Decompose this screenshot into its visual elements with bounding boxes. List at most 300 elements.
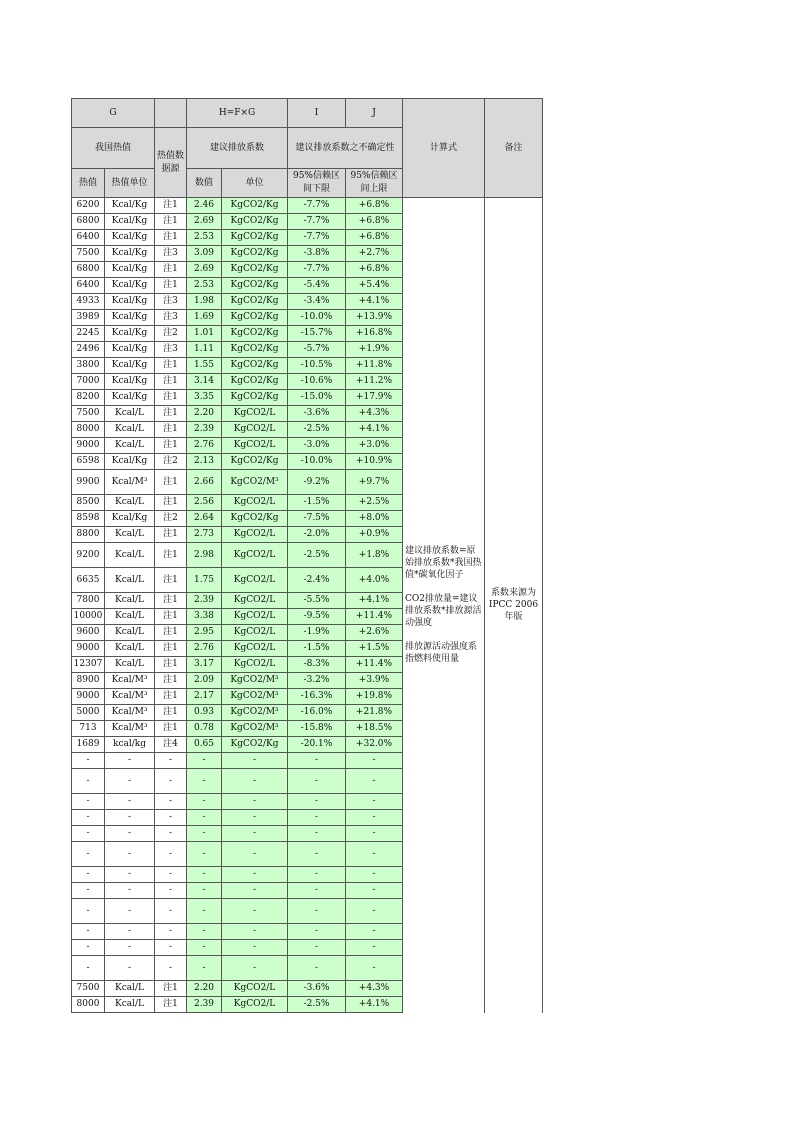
heat-unit-cell: Kcal/L	[105, 527, 155, 543]
heat-value-cell: 8200	[72, 390, 105, 406]
lower-bound-cell: -	[288, 769, 346, 794]
lower-bound-cell: -	[288, 753, 346, 769]
heat-value-cell: 8800	[72, 527, 105, 543]
factor-value-cell: 2.20	[187, 981, 222, 997]
factor-unit-cell: KgCO2/M³	[222, 689, 288, 705]
heat-source-cell: 注3	[155, 246, 187, 262]
factor-unit-cell: -	[222, 842, 288, 867]
heat-unit-cell: Kcal/Kg	[105, 230, 155, 246]
factor-value-cell: -	[187, 794, 222, 810]
heat-unit-cell: Kcal/L	[105, 657, 155, 673]
heat-source-cell: 注2	[155, 326, 187, 342]
heat-value-cell: 8598	[72, 511, 105, 527]
factor-value-cell: 2.76	[187, 641, 222, 657]
factor-value-cell: 3.17	[187, 657, 222, 673]
heat-value-cell: -	[72, 753, 105, 769]
heat-source-cell: 注1	[155, 422, 187, 438]
table-header	[72, 99, 543, 198]
heat-value-cell: -	[72, 899, 105, 924]
factor-value-cell: 2.76	[187, 438, 222, 454]
upper-bound-cell: +4.3%	[346, 406, 403, 422]
factor-value-cell: 1.11	[187, 342, 222, 358]
heat-source-cell: 注1	[155, 657, 187, 673]
heat-unit-cell: Kcal/Kg	[105, 390, 155, 406]
factor-unit-cell: KgCO2/L	[222, 406, 288, 422]
factor-value-cell: -	[187, 769, 222, 794]
factor-unit-cell: -	[222, 940, 288, 956]
factor-unit-cell: KgCO2/L	[222, 641, 288, 657]
lower-bound-cell: -	[288, 899, 346, 924]
heat-value-cell: -	[72, 826, 105, 842]
factor-value-cell: 2.46	[187, 198, 222, 214]
heat-source-cell: 注1	[155, 262, 187, 278]
lower-bound-cell: -15.8%	[288, 721, 346, 737]
factor-unit-cell: -	[222, 810, 288, 826]
heat-unit-cell: Kcal/L	[105, 543, 155, 568]
lower-bound-cell: -	[288, 842, 346, 867]
factor-value-cell: 2.73	[187, 527, 222, 543]
heat-source-cell: 注1	[155, 568, 187, 593]
lower-bound-cell: -5.7%	[288, 342, 346, 358]
heat-value-cell: 6800	[72, 214, 105, 230]
upper-bound-cell: +18.5%	[346, 721, 403, 737]
lower-bound-cell: -	[288, 956, 346, 981]
col-letter-h: H=F×G	[187, 99, 288, 128]
factor-unit-cell: KgCO2/M³	[222, 470, 288, 495]
factor-unit-cell: KgCO2/L	[222, 438, 288, 454]
formula-line: 排放源活动强度系指燃料使用量	[405, 642, 478, 665]
heat-source-cell: -	[155, 883, 187, 899]
heat-value-cell: 9000	[72, 689, 105, 705]
upper-bound-cell: +2.7%	[346, 246, 403, 262]
lower-bound-cell: -7.7%	[288, 262, 346, 278]
heat-value-cell: 8500	[72, 495, 105, 511]
heat-unit-cell: Kcal/L	[105, 641, 155, 657]
lower-bound-cell: -9.5%	[288, 609, 346, 625]
col-letter-g: G	[72, 99, 155, 128]
lower-bound-cell: -	[288, 810, 346, 826]
factor-unit-cell: KgCO2/L	[222, 609, 288, 625]
factor-value-cell: 2.95	[187, 625, 222, 641]
factor-unit-cell: KgCO2/Kg	[222, 214, 288, 230]
heat-source-cell: 注1	[155, 495, 187, 511]
heat-value-cell: 9600	[72, 625, 105, 641]
heat-value-cell: 9200	[72, 543, 105, 568]
heat-unit-cell: -	[105, 794, 155, 810]
heat-unit-cell: Kcal/L	[105, 406, 155, 422]
heat-source-cell: 注1	[155, 981, 187, 997]
heat-source-cell: 注1	[155, 543, 187, 568]
upper-bound-cell: +8.0%	[346, 511, 403, 527]
factor-value-cell: -	[187, 924, 222, 940]
heat-unit-cell: -	[105, 899, 155, 924]
upper-bound-cell: +2.5%	[346, 495, 403, 511]
lower-bound-cell: -	[288, 826, 346, 842]
heat-source-cell: 注1	[155, 230, 187, 246]
upper-bound-cell: +0.9%	[346, 527, 403, 543]
heat-source-cell: 注2	[155, 511, 187, 527]
lower-bound-cell: -	[288, 940, 346, 956]
heat-source-cell: -	[155, 810, 187, 826]
heat-value-cell: 3800	[72, 358, 105, 374]
factor-unit-cell: KgCO2/Kg	[222, 262, 288, 278]
upper-bound-cell: +10.9%	[346, 454, 403, 470]
formula-line: 建议排放系数=原始排放系数*我国热值*碳氧化因子	[405, 546, 482, 581]
upper-bound-cell: +4.1%	[346, 593, 403, 609]
header-lower: 95%信赖区间下限	[288, 169, 346, 198]
factor-value-cell: 2.09	[187, 673, 222, 689]
heat-unit-cell: Kcal/L	[105, 568, 155, 593]
emission-factor-table	[71, 98, 543, 1013]
upper-bound-cell: +32.0%	[346, 737, 403, 753]
heat-unit-cell: Kcal/M³	[105, 705, 155, 721]
factor-value-cell: -	[187, 883, 222, 899]
factor-value-cell: 2.39	[187, 593, 222, 609]
factor-value-cell: 2.53	[187, 230, 222, 246]
heat-source-cell: -	[155, 940, 187, 956]
table-body	[72, 198, 543, 1013]
heat-value-cell: 8000	[72, 997, 105, 1013]
factor-unit-cell: KgCO2/Kg	[222, 310, 288, 326]
upper-bound-cell: +19.8%	[346, 689, 403, 705]
heat-source-cell: 注1	[155, 609, 187, 625]
heat-unit-cell: -	[105, 842, 155, 867]
heat-source-cell: 注4	[155, 737, 187, 753]
heat-source-cell: -	[155, 899, 187, 924]
upper-bound-cell: +11.8%	[346, 358, 403, 374]
table-row	[72, 198, 543, 214]
heat-unit-cell: Kcal/L	[105, 609, 155, 625]
factor-unit-cell: -	[222, 899, 288, 924]
heat-value-cell: 713	[72, 721, 105, 737]
lower-bound-cell: -1.5%	[288, 495, 346, 511]
heat-value-cell: -	[72, 956, 105, 981]
lower-bound-cell: -15.7%	[288, 326, 346, 342]
upper-bound-cell: -	[346, 826, 403, 842]
lower-bound-cell: -3.6%	[288, 406, 346, 422]
heat-value-cell: 6400	[72, 278, 105, 294]
heat-value-cell: 7000	[72, 374, 105, 390]
heat-value-cell: 10000	[72, 609, 105, 625]
heat-value-cell: -	[72, 883, 105, 899]
heat-value-cell: 6635	[72, 568, 105, 593]
heat-unit-cell: Kcal/L	[105, 981, 155, 997]
lower-bound-cell: -10.0%	[288, 310, 346, 326]
heat-unit-cell: -	[105, 940, 155, 956]
heat-value-cell: -	[72, 794, 105, 810]
heat-source-cell: 注1	[155, 527, 187, 543]
heat-unit-cell: -	[105, 867, 155, 883]
factor-unit-cell: KgCO2/L	[222, 997, 288, 1013]
factor-unit-cell: KgCO2/M³	[222, 721, 288, 737]
upper-bound-cell: +4.3%	[346, 981, 403, 997]
factor-value-cell: 2.64	[187, 511, 222, 527]
upper-bound-cell: +13.9%	[346, 310, 403, 326]
heat-source-cell: -	[155, 924, 187, 940]
factor-unit-cell: -	[222, 826, 288, 842]
factor-unit-cell: KgCO2/Kg	[222, 390, 288, 406]
heat-source-cell: 注1	[155, 406, 187, 422]
factor-value-cell: 2.69	[187, 214, 222, 230]
factor-unit-cell: KgCO2/Kg	[222, 342, 288, 358]
heat-unit-cell: Kcal/Kg	[105, 214, 155, 230]
upper-bound-cell: +6.8%	[346, 214, 403, 230]
factor-unit-cell: -	[222, 769, 288, 794]
factor-value-cell: 1.69	[187, 310, 222, 326]
upper-bound-cell: -	[346, 924, 403, 940]
heat-value-cell: 2245	[72, 326, 105, 342]
header-heat-source: 热值数据源	[155, 128, 187, 198]
heat-value-cell: 2496	[72, 342, 105, 358]
factor-unit-cell: -	[222, 794, 288, 810]
heat-unit-cell: -	[105, 753, 155, 769]
upper-bound-cell: +11.2%	[346, 374, 403, 390]
heat-value-cell: 7500	[72, 246, 105, 262]
heat-value-cell: -	[72, 842, 105, 867]
lower-bound-cell: -9.2%	[288, 470, 346, 495]
lower-bound-cell: -15.0%	[288, 390, 346, 406]
header-formula: 计算式	[403, 99, 485, 198]
lower-bound-cell: -3.2%	[288, 673, 346, 689]
heat-unit-cell: -	[105, 924, 155, 940]
factor-value-cell: -	[187, 753, 222, 769]
factor-value-cell: -	[187, 842, 222, 867]
factor-unit-cell: KgCO2/L	[222, 495, 288, 511]
heat-source-cell: 注1	[155, 997, 187, 1013]
upper-bound-cell: +2.6%	[346, 625, 403, 641]
factor-unit-cell: KgCO2/Kg	[222, 511, 288, 527]
upper-bound-cell: -	[346, 956, 403, 981]
factor-unit-cell: KgCO2/M³	[222, 673, 288, 689]
heat-unit-cell: Kcal/Kg	[105, 358, 155, 374]
heat-unit-cell: Kcal/L	[105, 625, 155, 641]
upper-bound-cell: +3.0%	[346, 438, 403, 454]
factor-unit-cell: -	[222, 753, 288, 769]
factor-value-cell: 2.39	[187, 422, 222, 438]
heat-value-cell: -	[72, 867, 105, 883]
header-uncertainty: 建议排放系数之不确定性	[288, 128, 403, 169]
lower-bound-cell: -1.5%	[288, 641, 346, 657]
factor-unit-cell: -	[222, 867, 288, 883]
factor-value-cell: -	[187, 826, 222, 842]
heat-value-cell: 6400	[72, 230, 105, 246]
heat-unit-cell: Kcal/M³	[105, 673, 155, 689]
factor-value-cell: 2.20	[187, 406, 222, 422]
upper-bound-cell: +4.1%	[346, 294, 403, 310]
col-letter-blank	[155, 99, 187, 128]
factor-value-cell: 2.69	[187, 262, 222, 278]
heat-value-cell: 9000	[72, 438, 105, 454]
heat-unit-cell: Kcal/Kg	[105, 262, 155, 278]
heat-source-cell: 注1	[155, 214, 187, 230]
heat-value-cell: 6200	[72, 198, 105, 214]
factor-unit-cell: KgCO2/L	[222, 527, 288, 543]
header-heat-value: 热值	[72, 169, 105, 198]
factor-value-cell: 2.56	[187, 495, 222, 511]
factor-value-cell: -	[187, 940, 222, 956]
heat-source-cell: -	[155, 769, 187, 794]
upper-bound-cell: -	[346, 883, 403, 899]
factor-unit-cell: KgCO2/Kg	[222, 278, 288, 294]
upper-bound-cell: +16.8%	[346, 326, 403, 342]
factor-unit-cell: -	[222, 924, 288, 940]
formula-note	[403, 198, 485, 1013]
heat-value-cell: 8900	[72, 673, 105, 689]
factor-unit-cell: KgCO2/Kg	[222, 198, 288, 214]
factor-unit-cell: KgCO2/Kg	[222, 737, 288, 753]
col-letter-j: J	[346, 99, 403, 128]
heat-unit-cell: -	[105, 956, 155, 981]
factor-value-cell: 0.65	[187, 737, 222, 753]
lower-bound-cell: -3.6%	[288, 981, 346, 997]
upper-bound-cell: +6.8%	[346, 262, 403, 278]
header-heat-unit: 热值单位	[105, 169, 155, 198]
heat-unit-cell: Kcal/Kg	[105, 511, 155, 527]
heat-unit-cell: -	[105, 883, 155, 899]
heat-value-cell: 7800	[72, 593, 105, 609]
factor-unit-cell: KgCO2/Kg	[222, 326, 288, 342]
upper-bound-cell: -	[346, 753, 403, 769]
lower-bound-cell: -1.9%	[288, 625, 346, 641]
heat-unit-cell: Kcal/Kg	[105, 454, 155, 470]
factor-value-cell: 2.66	[187, 470, 222, 495]
factor-unit-cell: KgCO2/L	[222, 543, 288, 568]
upper-bound-cell: +4.0%	[346, 568, 403, 593]
remark-note: 系数来源为IPCC 2006年版	[485, 198, 543, 1013]
heat-value-cell: 3989	[72, 310, 105, 326]
factor-unit-cell: KgCO2/L	[222, 422, 288, 438]
upper-bound-cell: +1.8%	[346, 543, 403, 568]
lower-bound-cell: -	[288, 867, 346, 883]
factor-unit-cell: KgCO2/Kg	[222, 246, 288, 262]
heat-source-cell: 注2	[155, 454, 187, 470]
heat-value-cell: 1689	[72, 737, 105, 753]
factor-unit-cell: KgCO2/L	[222, 593, 288, 609]
formula-line: CO2排放量=建议排放系数*排放源活动强度	[405, 594, 482, 629]
factor-unit-cell: KgCO2/M³	[222, 705, 288, 721]
col-letter-i: I	[288, 99, 346, 128]
lower-bound-cell: -16.0%	[288, 705, 346, 721]
heat-value-cell: -	[72, 769, 105, 794]
upper-bound-cell: +11.4%	[346, 609, 403, 625]
factor-unit-cell: KgCO2/Kg	[222, 374, 288, 390]
lower-bound-cell: -3.4%	[288, 294, 346, 310]
factor-value-cell: -	[187, 867, 222, 883]
factor-value-cell: 2.13	[187, 454, 222, 470]
heat-source-cell: 注1	[155, 593, 187, 609]
heat-source-cell: 注3	[155, 310, 187, 326]
factor-unit-cell: KgCO2/L	[222, 981, 288, 997]
heat-source-cell: 注1	[155, 390, 187, 406]
heat-unit-cell: Kcal/Kg	[105, 342, 155, 358]
heat-source-cell: 注1	[155, 625, 187, 641]
header-remark: 备注	[485, 99, 543, 198]
lower-bound-cell: -2.5%	[288, 422, 346, 438]
heat-source-cell: 注1	[155, 198, 187, 214]
heat-unit-cell: Kcal/L	[105, 438, 155, 454]
lower-bound-cell: -2.5%	[288, 997, 346, 1013]
upper-bound-cell: -	[346, 769, 403, 794]
lower-bound-cell: -2.5%	[288, 543, 346, 568]
factor-value-cell: 2.53	[187, 278, 222, 294]
lower-bound-cell: -	[288, 924, 346, 940]
header-value: 数值	[187, 169, 222, 198]
header-unit: 单位	[222, 169, 288, 198]
upper-bound-cell: +1.5%	[346, 641, 403, 657]
heat-source-cell: -	[155, 753, 187, 769]
header-heat: 我国热值	[72, 128, 155, 169]
upper-bound-cell: +6.8%	[346, 230, 403, 246]
heat-source-cell: -	[155, 794, 187, 810]
heat-unit-cell: -	[105, 769, 155, 794]
lower-bound-cell: -5.5%	[288, 593, 346, 609]
factor-value-cell: -	[187, 956, 222, 981]
lower-bound-cell: -7.7%	[288, 214, 346, 230]
factor-value-cell: 2.98	[187, 543, 222, 568]
lower-bound-cell: -	[288, 794, 346, 810]
upper-bound-cell: -	[346, 794, 403, 810]
factor-unit-cell: KgCO2/Kg	[222, 454, 288, 470]
heat-unit-cell: Kcal/L	[105, 997, 155, 1013]
heat-unit-cell: Kcal/Kg	[105, 294, 155, 310]
factor-unit-cell: KgCO2/Kg	[222, 230, 288, 246]
heat-value-cell: 7500	[72, 406, 105, 422]
heat-unit-cell: Kcal/M³	[105, 470, 155, 495]
heat-value-cell: -	[72, 940, 105, 956]
heat-unit-cell: Kcal/Kg	[105, 310, 155, 326]
heat-value-cell: -	[72, 810, 105, 826]
upper-bound-cell: +6.8%	[346, 198, 403, 214]
heat-source-cell: 注1	[155, 358, 187, 374]
lower-bound-cell: -8.3%	[288, 657, 346, 673]
lower-bound-cell: -2.0%	[288, 527, 346, 543]
lower-bound-cell: -3.8%	[288, 246, 346, 262]
heat-unit-cell: Kcal/M³	[105, 721, 155, 737]
heat-source-cell: 注1	[155, 689, 187, 705]
factor-value-cell: 3.09	[187, 246, 222, 262]
heat-value-cell: 6598	[72, 454, 105, 470]
heat-source-cell: -	[155, 826, 187, 842]
factor-value-cell: 0.93	[187, 705, 222, 721]
lower-bound-cell: -5.4%	[288, 278, 346, 294]
factor-unit-cell: KgCO2/L	[222, 625, 288, 641]
heat-source-cell: 注1	[155, 673, 187, 689]
upper-bound-cell: -	[346, 810, 403, 826]
upper-bound-cell: +4.1%	[346, 997, 403, 1013]
lower-bound-cell: -2.4%	[288, 568, 346, 593]
lower-bound-cell: -10.6%	[288, 374, 346, 390]
lower-bound-cell: -	[288, 883, 346, 899]
heat-source-cell: 注1	[155, 470, 187, 495]
lower-bound-cell: -16.3%	[288, 689, 346, 705]
upper-bound-cell: +1.9%	[346, 342, 403, 358]
upper-bound-cell: +9.7%	[346, 470, 403, 495]
factor-value-cell: 3.38	[187, 609, 222, 625]
upper-bound-cell: +5.4%	[346, 278, 403, 294]
heat-source-cell: 注3	[155, 342, 187, 358]
upper-bound-cell: -	[346, 842, 403, 867]
factor-value-cell: 0.78	[187, 721, 222, 737]
upper-bound-cell: +3.9%	[346, 673, 403, 689]
heat-unit-cell: Kcal/Kg	[105, 198, 155, 214]
heat-unit-cell: Kcal/L	[105, 593, 155, 609]
lower-bound-cell: -7.5%	[288, 511, 346, 527]
heat-source-cell: -	[155, 842, 187, 867]
heat-value-cell: 4933	[72, 294, 105, 310]
heat-value-cell: 8000	[72, 422, 105, 438]
heat-value-cell: 9900	[72, 470, 105, 495]
heat-unit-cell: Kcal/Kg	[105, 326, 155, 342]
